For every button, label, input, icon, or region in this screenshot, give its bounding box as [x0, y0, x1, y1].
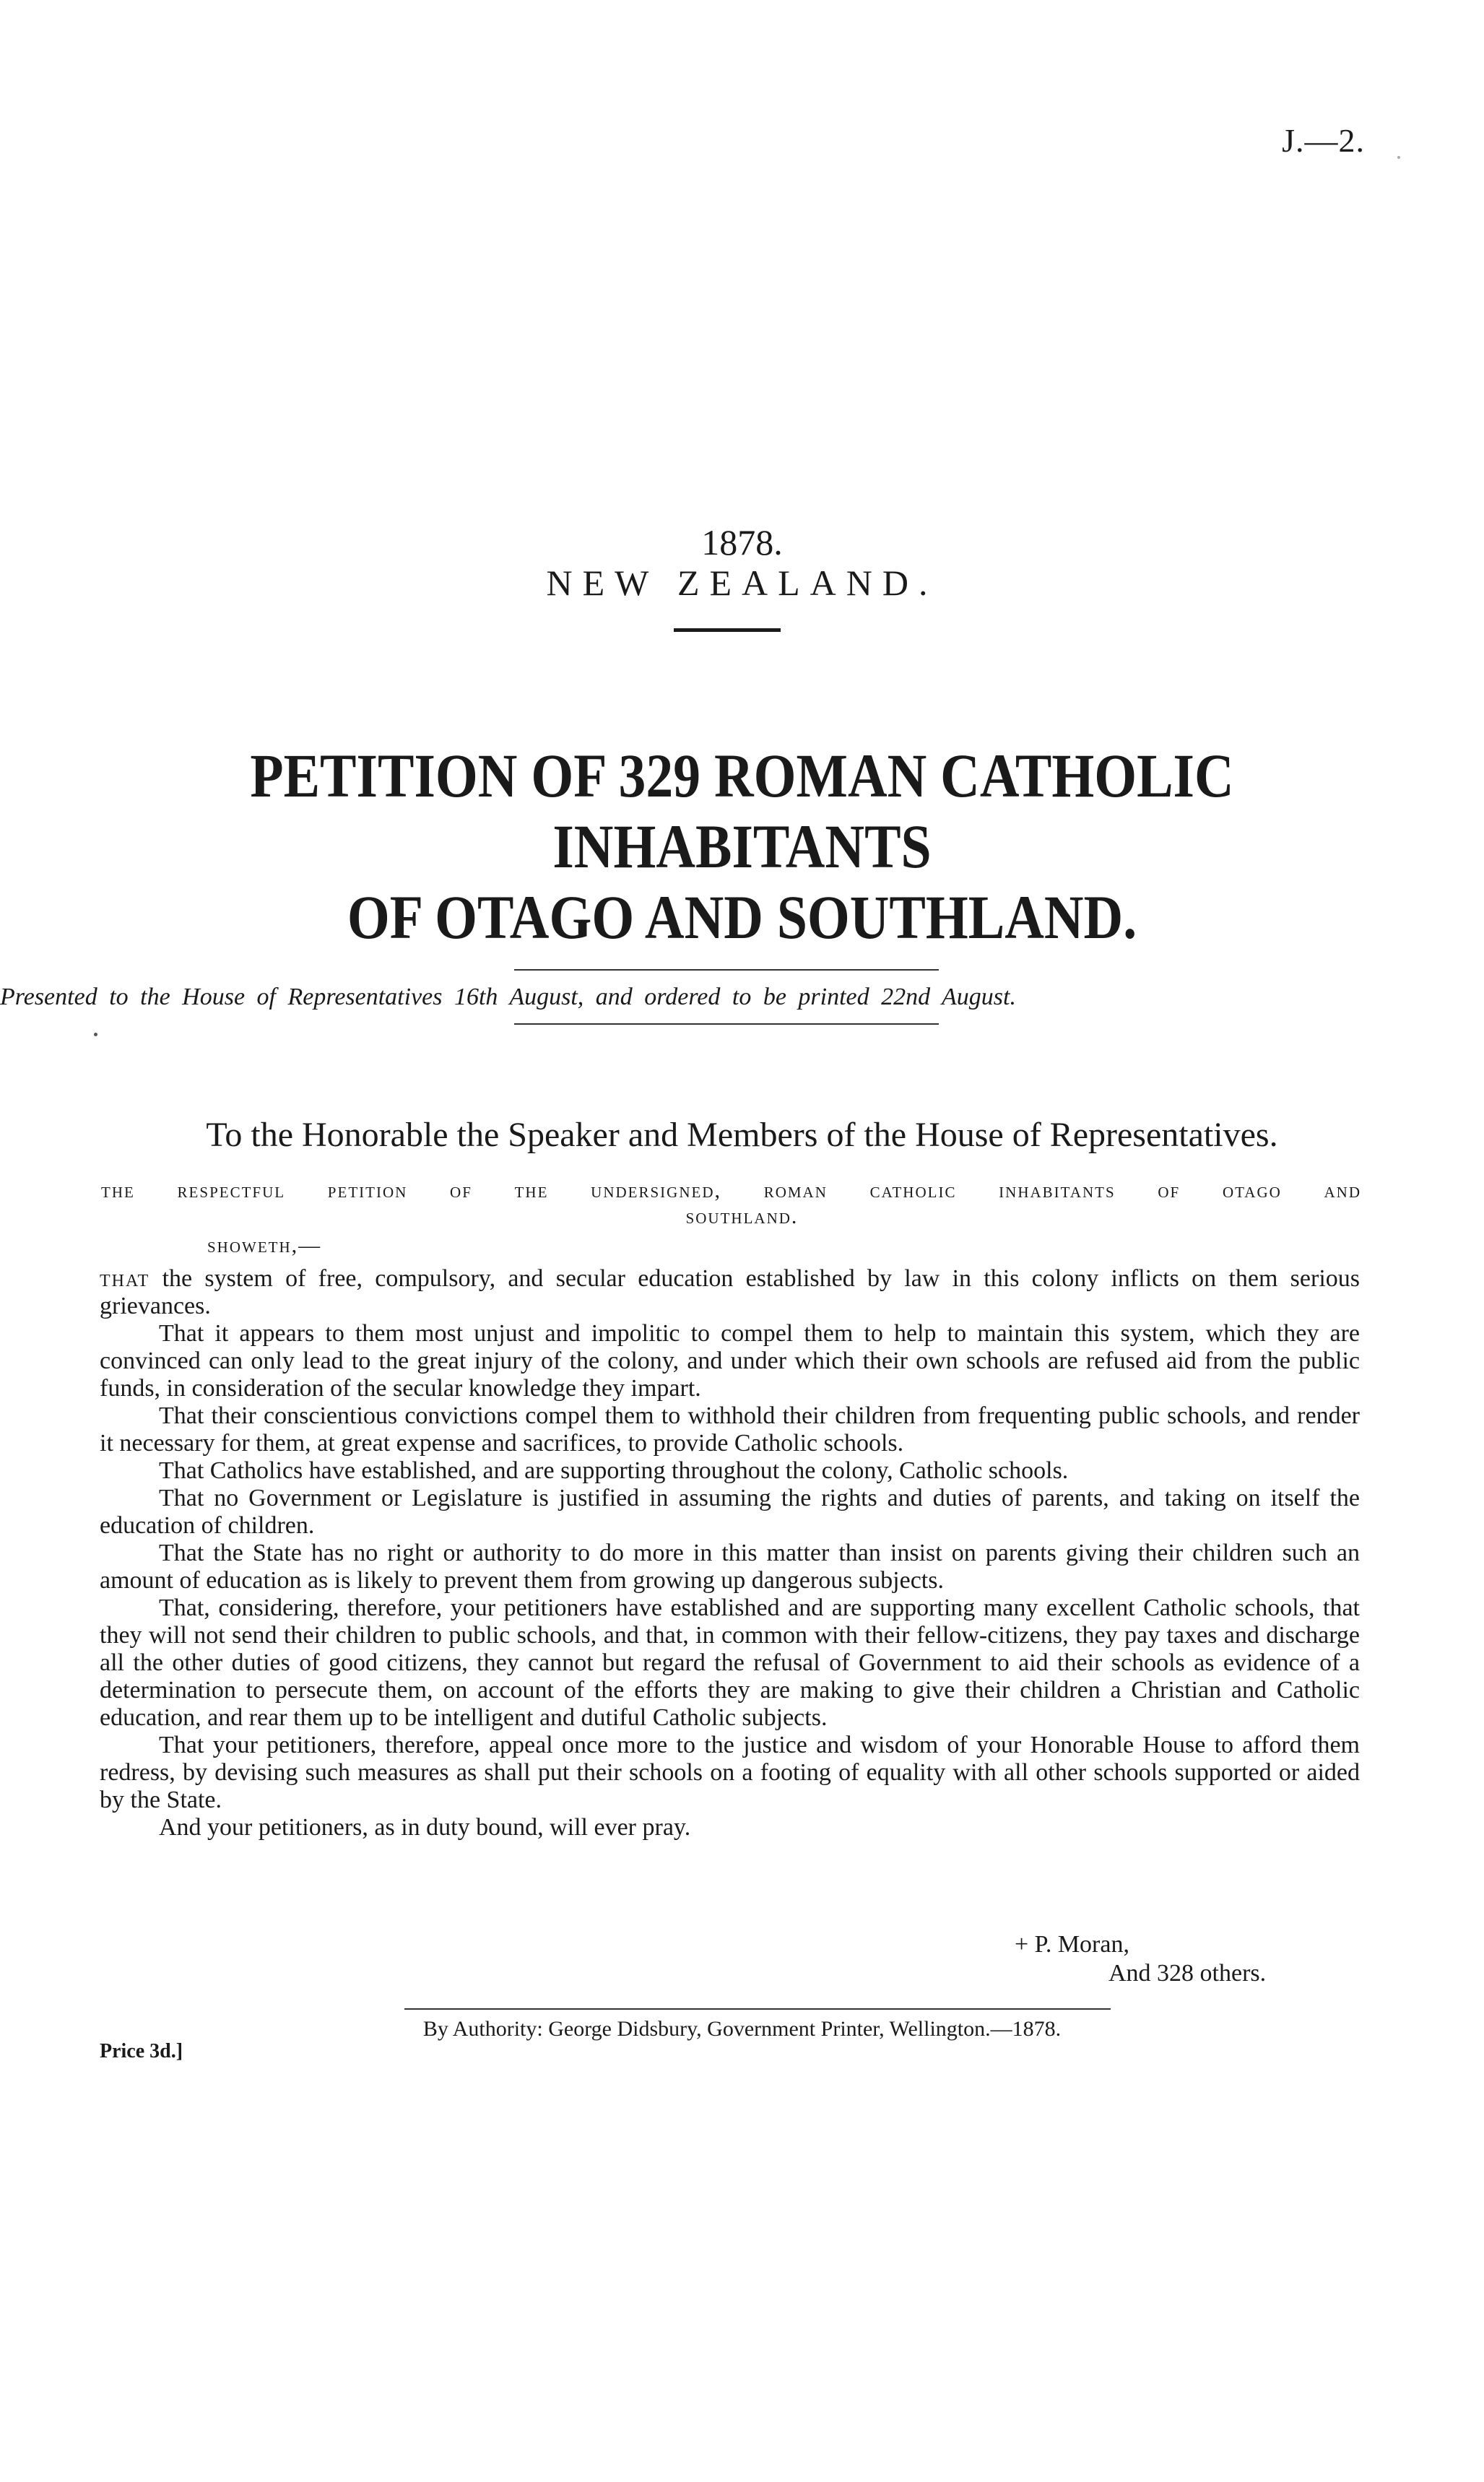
paragraph: That the State has no right or authority to do more in this matter than insist on parents giving their children such an amount of education as is likely to prevent them from growing up dangerous subjects.	[100, 1540, 1360, 1594]
addressee-line	[0, 1115, 1484, 1155]
footer-rule	[404, 2008, 1111, 2010]
paragraph: That it appears to them most unjust and impolitic to compel them to help to maintain this system, which they are convinced can only lead to the great injury of the colony, and under which their own schools are refused aid from the public funds, in consideration of the secular knowledge they impart.	[100, 1320, 1360, 1402]
presented-note: Presented to the House of Representatives 16th August, and ordered to be printed 22nd August.	[0, 984, 1016, 1010]
presented-rule-top	[514, 969, 939, 971]
addressee-text: To the Honorable the Speaker and Members of the House of Representatives.	[206, 1116, 1278, 1154]
signature-others: And 328 others.	[1108, 1960, 1267, 1987]
price-note: Price 3d.]	[100, 2040, 183, 2062]
petition-body	[100, 1265, 1360, 1841]
stray-mark	[1397, 156, 1400, 159]
paragraph: That, considering, therefore, your petitioners have established and are supporting many excellent Catholic schools, that they will not send their children to public schools, and that, in common with their fellow-citizens, they pay taxes and discharge all the other duties of good citizens, they cannot but regard the refusal of Government to aid their schools as evidence of a determination to persecute them, on account of the efforts they are making to give their children a Christian and Catholic education, and rear them up to be intelligent and dutiful Catholic subjects.	[100, 1594, 1360, 1731]
printer-imprint: By Authority: George Didsbury, Government Printer, Wellington.—1878.	[422, 2017, 1062, 2041]
paragraph: That your petitioners, therefore, appeal once more to the justice and wisdom of your Honorable House to afford them redress, by devising such measures as shall put their schools on a footing of equality with all other schools supported or aided by the State.	[100, 1732, 1360, 1813]
paragraph: That their conscientious convictions compel them to withhold their children from frequenting public schools, and render it necessary for them, at great expense and sacrifices, to provide Catholic schools.	[100, 1402, 1360, 1457]
paragraph: That Catholics have established, and are supporting throughout the colony, Catholic schools.	[159, 1457, 1069, 1484]
paragraph-lead: that	[100, 1265, 150, 1292]
petition-heading: the respectful petition of the undersigned, roman catholic inhabitants of otago and	[101, 1179, 1361, 1202]
presented-rule-bottom	[514, 1023, 939, 1025]
signature-name: + P. Moran,	[1015, 1931, 1129, 1958]
paragraph	[100, 1265, 1360, 1320]
petition-heading-continued: southland.	[685, 1205, 799, 1228]
document-title-line-2: OF OTAGO AND SOUTHLAND.	[347, 882, 1137, 952]
showeth-label: showeth,—	[207, 1233, 322, 1257]
document-year: 1878.	[701, 522, 783, 563]
document-reference: J.—2.	[1282, 122, 1365, 159]
title-divider	[674, 628, 781, 632]
signature-block	[1015, 1930, 1266, 1988]
paragraph: That no Government or Legislature is justified in assuming the rights and duties of parents, and taking on itself the education of children.	[100, 1485, 1360, 1539]
paragraph: And your petitioners, as in duty bound, will ever pray.	[159, 1814, 691, 1841]
paragraph-text: the system of free, compulsory, and secular education established by law in this colony inflicts on them serious grievances.	[100, 1265, 1360, 1319]
document-title	[89, 740, 1394, 953]
stray-mark	[94, 1033, 97, 1036]
document-country: NEW ZEALAND.	[546, 563, 938, 603]
document-title-line-1: PETITION OF 329 ROMAN CATHOLIC INHABITANTS	[250, 741, 1234, 881]
